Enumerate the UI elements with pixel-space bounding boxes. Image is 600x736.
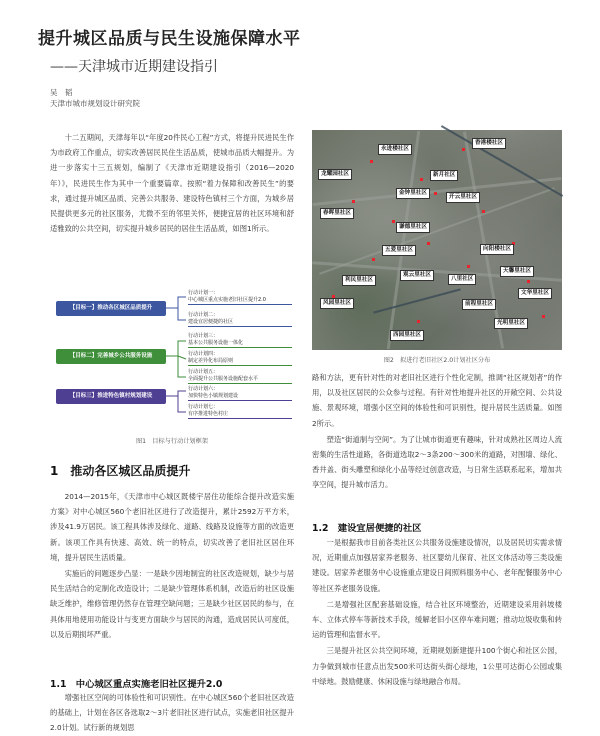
right-paragraph-2: 塑造“街道制与空间”。为了让城市街道更有趣味，针对成熟社区周边人流密集的生活性道路，各街道选取2～3条200～300米的道路，对围墙、绿化、香井盖、街头雕塑和绿化小品等经过创意改造，与日常生活联系起来，增加共享空间，提升城市活力。 [312, 434, 562, 490]
section1-1-text [50, 690, 294, 733]
framework-diagram [50, 290, 294, 422]
author-affiliation: 天津市城市规划设计研究院 [50, 99, 140, 108]
action-6: 行动计划六： 加快特色小镇规划建设 [188, 386, 292, 401]
section1-2-text [312, 535, 562, 690]
map-label: 香港楼社区 [472, 138, 506, 149]
intro-text [50, 130, 294, 237]
section1-2-paragraph-1: 一是根据我市目前各类社区公共服务设施建设情况，以及居民切实需求情况，近期重点加强居家养老服务、社区婴幼儿保育、社区文体活动等三类设施建设。居家养老服务中心设施重点建设日间照料服务中心、老年配餐服务中心等社区养老服务设施。 [312, 538, 562, 593]
map-label: 开云里社区 [446, 192, 480, 203]
section1-heading: 1 推动各区城区品质提升 [50, 464, 191, 478]
map-label: 向阳楼社区 [480, 244, 514, 255]
map-label: 天馨里社区 [500, 266, 534, 277]
goal-2: 【目标二】完善城乡公共服务设施 [56, 349, 166, 364]
goal-1: 【目标一】推动各区城区品质提升 [56, 301, 166, 316]
action-5: 行动计划五： 全面提升公共服务设施配套水平 [188, 369, 292, 384]
map-label: 光明里社区 [494, 318, 528, 329]
map-label: 新月社区 [430, 170, 458, 181]
intro-paragraph: 十二五期间，天津每年以“年度20件民心工程”方式，将提升民进民生作为市政府工作重点，切实改善居民民住生活品质，使城市品质大幅提升。为进一步落实十三五规划，编制了《天津市近期建设指引（2016—2020年）》，民进民生作为其中一个重要篇章。按照“着力保障和改善民生”的要求，通过提升城区品质、完善公共服务、建设特色镇村三个方面，为城乡居民提供更多元的社区服务，尤微不至的邻里关怀，便捷宜居的社区环境和舒适雅致的公共空间，切实提升城乡居民的居住生活品质，如图1所示。 [50, 133, 294, 234]
map-label: 谦德里社区 [396, 222, 430, 233]
section1-text [50, 489, 294, 643]
action-3: 行动计划三： 基本公共服务设施一体化 [188, 333, 292, 348]
figure2-caption: 图2 拟进行老旧社区2.0计划社区分布 [383, 357, 491, 364]
section1-2-paragraph-2: 二是增强社区配套基础设施，结合社区环境整治，近期建设采用斜坡楼车、立体式停车等新技术手段，缓解老旧小区停车难问题；推动垃圾收集和转运的管理和监督水平。 [312, 599, 562, 640]
section1-2-paragraph-3: 三是提升社区公共空间环境，近期规划新建提升100个街心和社区公园，力争做到城市任意点出发500米可达街头街心绿地，1公里可达街心公园或集中绿地。鼓励健康、休闲设施与绿地融合布局。 [312, 646, 562, 686]
map-label: 文华里社区 [518, 288, 552, 299]
figure1-caption: 图1 目标与行动计划框架 [136, 438, 208, 445]
section1-paragraph-1: 2014—2015年，《天津市中心城区既楼宇居住功能综合提升改造实施方案》对中心城区560个老旧社区进行了改造提升，累计2592万平方米，涉及41.9万居民。该工程具体涉及绿化、道路、线路及设施等方面的改造更新。该项工作具有快速、高效、统一的特点，切实改善了老旧社区居住环境，提升居民生活质量。 [50, 492, 294, 562]
author-name: 吴 韬 [50, 88, 73, 97]
section1-2-heading: 1.2 建设宜居便捷的社区 [312, 523, 422, 534]
map-label: 风园里社区 [320, 298, 354, 309]
map-label: 前程里社区 [462, 299, 496, 310]
goal-3: 【目标三】推进特色镇村规划建设 [56, 389, 166, 404]
action-7: 行动计划七： 有序推进特色村庄 [188, 404, 292, 419]
map-label: 八里社区 [448, 274, 476, 285]
map-label: 利民里社区 [342, 275, 376, 286]
action-2: 行动计划二： 建设宜居便捷的社区 [188, 312, 292, 327]
map-label: 龙耀园社区 [318, 169, 352, 180]
right-paragraph-1: 路和方法，更有针对性的对老旧社区进行个性化定制，推调“社区规划者”的作用，以及社区居民的公众参与过程。有针对性地提升社区的开敞空间、公共设施、景观环境，增强小区空间的体验性和可识别性，提升居民生活质量。如图2所示。 [312, 373, 562, 428]
right-column-text [312, 370, 562, 494]
map-label: 永进楼社区 [378, 144, 412, 155]
action-4: 行动计划四： 制定差异化布局原则 [188, 351, 292, 366]
article-title: 提升城区品质与民生设施保障水平 [38, 29, 301, 49]
section1-paragraph-2: 实施后的问题逐步凸显：一是缺少因地制宜的社区改造规划，缺少与居民生活结合的定制化改造设计；二是缺少管理体系机制，改造后的社区设施缺乏维护，维修管理仍然存在管理空缺问题；三是缺少社区居民的参与，在具体用地使用功能设计与变更方面缺少与居民的沟通，造成居民认可度低，以及后期损坏严重。 [50, 569, 294, 639]
section1-1-heading: 1.1 中心城区重点实施老旧社区提升2.0 [50, 679, 223, 690]
map-label: 五爱里社区 [382, 245, 416, 256]
article-subtitle: ——天津城市近期建设指引 [50, 59, 218, 75]
section1-1-paragraph: 增强社区空间的可体验性和可识别性。在中心城区560个老旧社区改造的基础上，计划在各区各选取2～3片老旧社区进行试点，实施老旧社区提升2.0计划。试行新的规划思 [50, 693, 294, 733]
map-label: 春晖里社区 [320, 208, 354, 219]
map-label: 观云里社区 [400, 270, 434, 281]
action-1: 行动计划一： 中心城区重点实施老旧社区提升2.0 [188, 290, 292, 305]
map-label: 金钟里社区 [396, 188, 430, 199]
map-label: 西园里社区 [390, 330, 424, 341]
community-map [312, 130, 562, 350]
